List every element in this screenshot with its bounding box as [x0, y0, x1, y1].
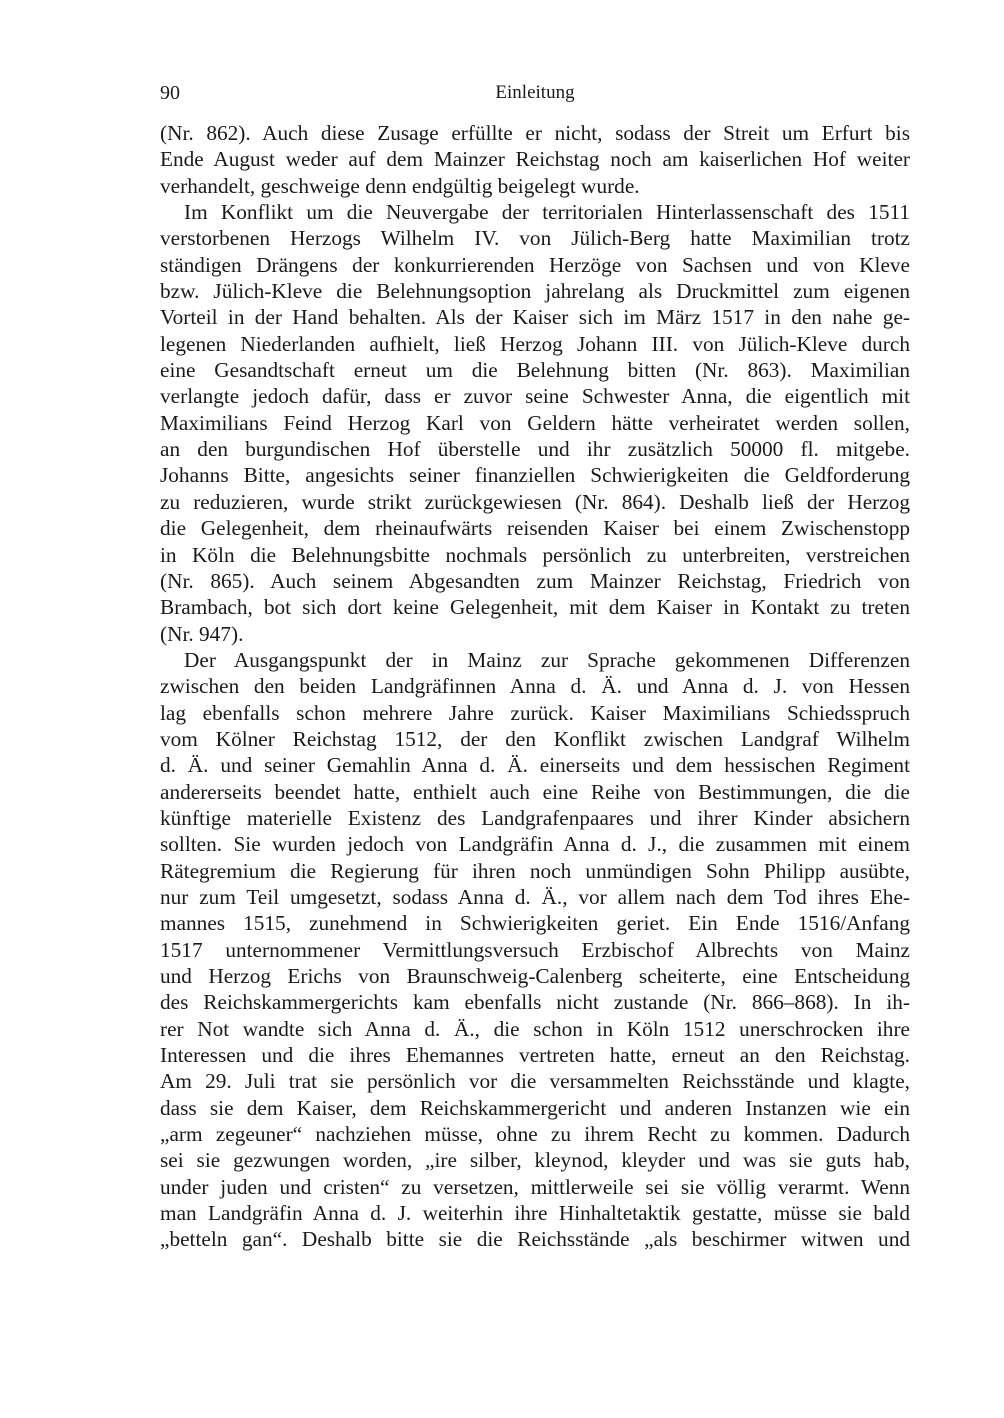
paragraph-first-line: Im Konflikt um die Neuvergabe der territorialen Hinterlassenschaft des 1511 [184, 200, 910, 225]
page-number: 90 [160, 82, 180, 104]
text-line: 1517 unternommener Vermittlungsversuch Erzbischof Albrechts von Mainz [160, 937, 910, 962]
text-line: (Nr. 947). [160, 621, 244, 646]
text-line: Johanns Bitte, angesichts seiner finanziellen Schwierigkeiten die Geldforderung [160, 463, 910, 488]
text-line: „betteln gan“. Deshalb bitte sie die Reichsstände „als beschirmer witwen und [160, 1227, 910, 1252]
text-line: vom Kölner Reichstag 1512, der den Konflikt zwischen Landgraf Wilhelm [160, 726, 910, 751]
text-line: lag ebenfalls schon mehrere Jahre zurück. Kaiser Maximilians Schiedsspruch [160, 700, 910, 725]
text-line: legenen Niederlanden aufhielt, ließ Herzog Johann III. von Jülich-Kleve durch [160, 331, 910, 356]
text-line: Am 29. Juli trat sie persönlich vor die versammelten Reichsstände und klagte, [160, 1069, 910, 1094]
text-line: sollten. Sie wurden jedoch von Landgräfin Anna d. J., die zusammen mit einem [160, 832, 910, 857]
paragraph-first-line: Der Ausgangspunkt der in Mainz zur Sprache gekommenen Differenzen [184, 647, 910, 672]
text-line: verstorbenen Herzogs Wilhelm IV. von Jülich-Berg hatte Maximilian trotz [160, 226, 910, 251]
text-line: verhandelt, geschweige denn endgültig beigelegt wurde. [160, 173, 640, 198]
text-line: zu reduzieren, wurde strikt zurückgewiesen (Nr. 864). Deshalb ließ der Herzog [160, 489, 910, 514]
text-line: an den burgundischen Hof überstelle und ihr zusätzlich 50000 fl. mitgebe. [160, 437, 910, 462]
text-line: mannes 1515, zunehmend in Schwierigkeiten geriet. Ein Ende 1516/Anfang [160, 911, 910, 936]
text-line: des Reichskammergerichts kam ebenfalls nicht zustande (Nr. 866–868). In ih- [160, 990, 910, 1015]
text-line: künftige materielle Existenz des Landgrafenpaares und ihrer Kinder absichern [160, 805, 910, 830]
text-line: zwischen den beiden Landgräfinnen Anna d. Ä. und Anna d. J. von Hessen [160, 674, 910, 699]
text-line: verlangte jedoch dafür, dass er zuvor seine Schwester Anna, die eigentlich mit [160, 384, 910, 409]
page-header [160, 80, 910, 106]
body-text [160, 120, 910, 1253]
text-line: „arm zegeuner“ nachziehen müsse, ohne zu ihrem Recht zu kommen. Dadurch [160, 1122, 910, 1147]
text-line: eine Gesandtschaft erneut um die Belehnung bitten (Nr. 863). Maximilian [160, 358, 910, 383]
text-line: und Herzog Erichs von Braunschweig-Calenberg scheiterte, eine Entscheidung [160, 964, 910, 988]
text-line: ständigen Drängens der konkurrierenden Herzöge von Sachsen und von Kleve [160, 252, 910, 277]
text-line: rer Not wandte sich Anna d. Ä., die schon in Köln 1512 unerschrocken ihre [160, 1016, 910, 1041]
text-line: dass sie dem Kaiser, dem Reichskammergericht und anderen Instanzen wie ein [160, 1095, 910, 1120]
text-line: andererseits beendet hatte, enthielt auch eine Reihe von Bestimmungen, die die [160, 779, 910, 804]
text-line: die Gelegenheit, dem rheinaufwärts reisenden Kaiser bei einem Zwischenstopp [160, 516, 910, 541]
text-line: Rätegremium die Regierung für ihren noch unmündigen Sohn Philipp ausübte, [160, 858, 910, 883]
text-line: man Landgräfin Anna d. J. weiterhin ihre Hinhaltetaktik gestatte, müsse sie bald [160, 1201, 910, 1226]
text-line: in Köln die Belehnungsbitte nochmals persönlich zu unterbreiten, verstreichen [160, 542, 910, 567]
text-line: (Nr. 862). Auch diese Zusage erfüllte er nicht, sodass der Streit um Erfurt bis [160, 121, 910, 145]
text-line: Maximilians Feind Herzog Karl von Geldern hätte verheiratet werden sollen, [160, 410, 910, 435]
text-line: sei sie gezwungen worden, „ire silber, kleynod, kleyder und was sie guts hab, [160, 1148, 910, 1173]
text-line: under juden und cristen“ zu versetzen, mittlerweile sei sie völlig verarmt. Wenn [160, 1174, 910, 1199]
text-line: Vorteil in der Hand behalten. Als der Kaiser sich im März 1517 in den nahe ge- [160, 305, 910, 330]
text-line: d. Ä. und seiner Gemahlin Anna d. Ä. einerseits und dem hessischen Regiment [160, 753, 910, 778]
text-line: (Nr. 865). Auch seinem Abgesandten zum Mainzer Reichstag, Friedrich von [160, 568, 910, 593]
running-head: Einleitung [495, 82, 575, 103]
text-line: nur zum Teil umgesetzt, sodass Anna d. Ä., vor allem nach dem Tod ihres Ehe- [160, 884, 910, 909]
text-line: Ende August weder auf dem Mainzer Reichstag noch am kaiserlichen Hof weiter [160, 147, 910, 172]
text-line: Interessen und die ihres Ehemannes vertreten hatte, erneut an den Reichstag. [160, 1043, 910, 1068]
text-line: Brambach, bot sich dort keine Gelegenheit, mit dem Kaiser in Kontakt zu treten [160, 595, 910, 620]
text-line: bzw. Jülich-Kleve die Belehnungsoption jahrelang als Druckmittel zum eigenen [160, 279, 910, 304]
